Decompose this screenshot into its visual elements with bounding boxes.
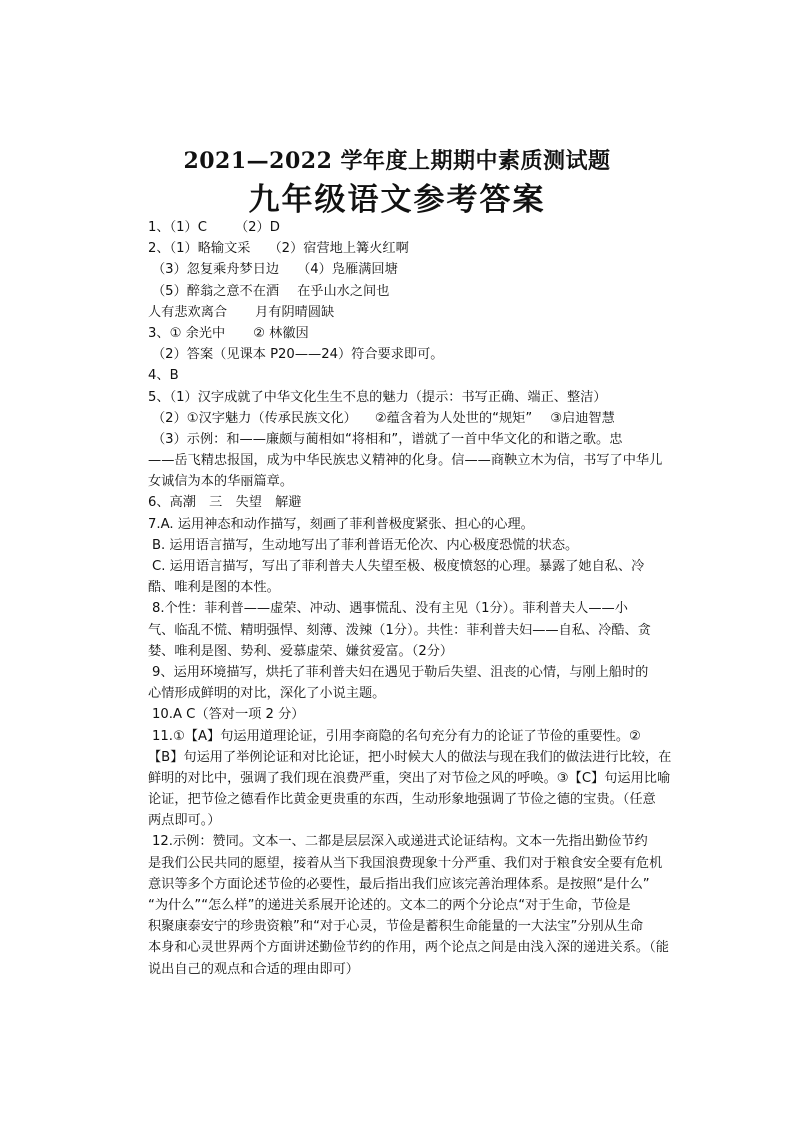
q2-line-1 [148, 238, 672, 259]
q6-line: 6、高潮 三 失望 解避 [148, 495, 302, 511]
q4-line: 4、B [148, 368, 179, 384]
q12-line-2: 是我们公民共同的愿望，接着从当下我国浪费现象十分严重、我们对于粮食安全要有危机 [148, 855, 663, 871]
q5-line-5: 女诚信为本的华丽篇章。 [148, 474, 294, 490]
exam-title: 2021—2022 学年度上期期中素质测试题 [183, 148, 611, 174]
q12-line-1: 12.示例：赞同。文本一、二都是层层深入或递进式论证结构。文本一先指出勤俭节约 [152, 834, 648, 850]
q7-line-4: 酷、唯利是图的本性。 [148, 580, 280, 596]
q5-part-3: ③启迪智慧 [550, 410, 615, 426]
q12-line-7: 说出自己的观点和合适的理由即可） [148, 961, 359, 977]
q1-line [148, 217, 672, 238]
answer-key-title: 九年级语文参考答案 [248, 182, 546, 218]
q2-line-4 [148, 302, 672, 323]
q3-part-1: 3、① 余光中 [148, 325, 226, 341]
q12-line-4: “为什么”“怎么样”的递进关系展开论述的。文本二的两个分论点“对于生命，节俭是 [148, 898, 631, 913]
q2-line-3 [148, 281, 672, 302]
q5-part-1: （2）①汉字魅力（传承民族文化） [152, 410, 357, 426]
q11-line-2: 【B】句运用了举例论证和对比论证，把小时候大人的做法与现在我们的做法进行比较，在 [148, 749, 672, 765]
q1-part-1: 1、（1）C [148, 220, 207, 235]
q5-line-2 [148, 408, 672, 429]
q9-line-1: 9、运用环境描写，烘托了菲利普夫妇在遇见于勒后失望、沮丧的心情，与刚上船时的 [152, 664, 649, 680]
q7-line-2: B. 运用语言描写，生动地写出了菲利普语无伦次、内心极度恐慌的状态。 [152, 537, 579, 553]
q8-line-3: 婪、唯利是图、势利、爱慕虚荣、嫌贫爱富。（2分） [148, 643, 454, 659]
q5-line-1: 5、（1）汉字成就了中华文化生生不息的魅力（提示：书写正确、端正、整洁） [148, 389, 607, 405]
q11-line-4: 论证，把节俭之德看作比黄金更贵重的东西，生动形象地强调了节俭之德的宝贵。（任意 [148, 792, 656, 808]
q2-part-6: 在乎山水之间也 [297, 283, 390, 299]
q10-line: 10.A C（答对一项 2 分） [152, 707, 305, 723]
q2-part-7: 人有悲欢离合 [148, 304, 228, 320]
q8-line-2: 气、临乱不慌、精明强悍、刻薄、泼辣（1分）。共性：菲利普夫妇——自私、冷酷、贪 [148, 622, 651, 638]
q2-part-8: 月有阴晴圆缺 [255, 304, 335, 320]
q5-line-4: ——岳飞精忠报国，成为中华民族忠义精神的化身。信——商鞅立木为信，书写了中华儿 [148, 453, 663, 469]
q5-line-3: （3）示例：和——廉颇与蔺相如“将相和”，谱就了一首中华文化的和谐之歌。忠 [152, 431, 623, 447]
q11-line-3: 鲜明的对比中，强调了我们现在浪费严重，突出了对节俭之风的呼唤。③【C】句运用比喻 [148, 770, 671, 786]
q11-line-5: 两点即可。） [148, 813, 221, 829]
answer-body [148, 217, 672, 980]
q7-line-1: 7.A. 运用神态和动作描写，刻画了菲利普极度紧张、担心的心理。 [148, 516, 534, 532]
q8-line-1: 8.个性：菲利普——虚荣、冲动、遇事慌乱、没有主见（1分）。菲利普夫人——小 [152, 601, 628, 617]
q2-part-1: 2、（1）略输文采 [148, 241, 251, 257]
q2-part-2: （2）宿营地上篝火红啊 [268, 241, 409, 257]
q12-line-5: 积聚康泰安宁的珍贵资粮”和“对于心灵，节俭是蓄积生命能量的一大法宝”分别从生命 [148, 919, 644, 935]
q3-line-1 [148, 323, 672, 344]
q12-line-6: 本身和心灵世界两个方面讲述勤俭节约的作用，两个论点之间是由浅入深的递进关系。（能 [148, 940, 669, 956]
q7-line-3: C. 运用语言描写，写出了菲利普夫人失望至极、极度愤怒的心理。暴露了她自私、冷 [152, 559, 645, 574]
q2-part-5: （5）醉翁之意不在酒 [152, 283, 280, 299]
q12-line-3: 意识等多个方面论述节俭的必要性，最后指出我们应该完善治理体系。是按照“是什么” [148, 876, 650, 892]
q1-part-2: （2）D [234, 220, 280, 235]
q9-line-2: 心情形成鲜明的对比，深化了小说主题。 [148, 686, 386, 702]
q2-part-4: （4）凫雁满回塘 [297, 262, 398, 278]
q11-line-1: 11.①【A】句运用道理论证，引用李商隐的名句充分有力的论证了节俭的重要性。② [152, 728, 641, 744]
q2-line-2 [148, 259, 672, 280]
q2-part-3: （3）忽复乘舟梦日边 [152, 262, 280, 278]
q3-part-2: ② 林徽因 [253, 325, 309, 341]
q3-line-2: （2）答案（见课本 P20——24）符合要求即可。 [152, 347, 444, 363]
q5-part-2: ②蕴含着为人处世的“规矩” [374, 410, 533, 426]
